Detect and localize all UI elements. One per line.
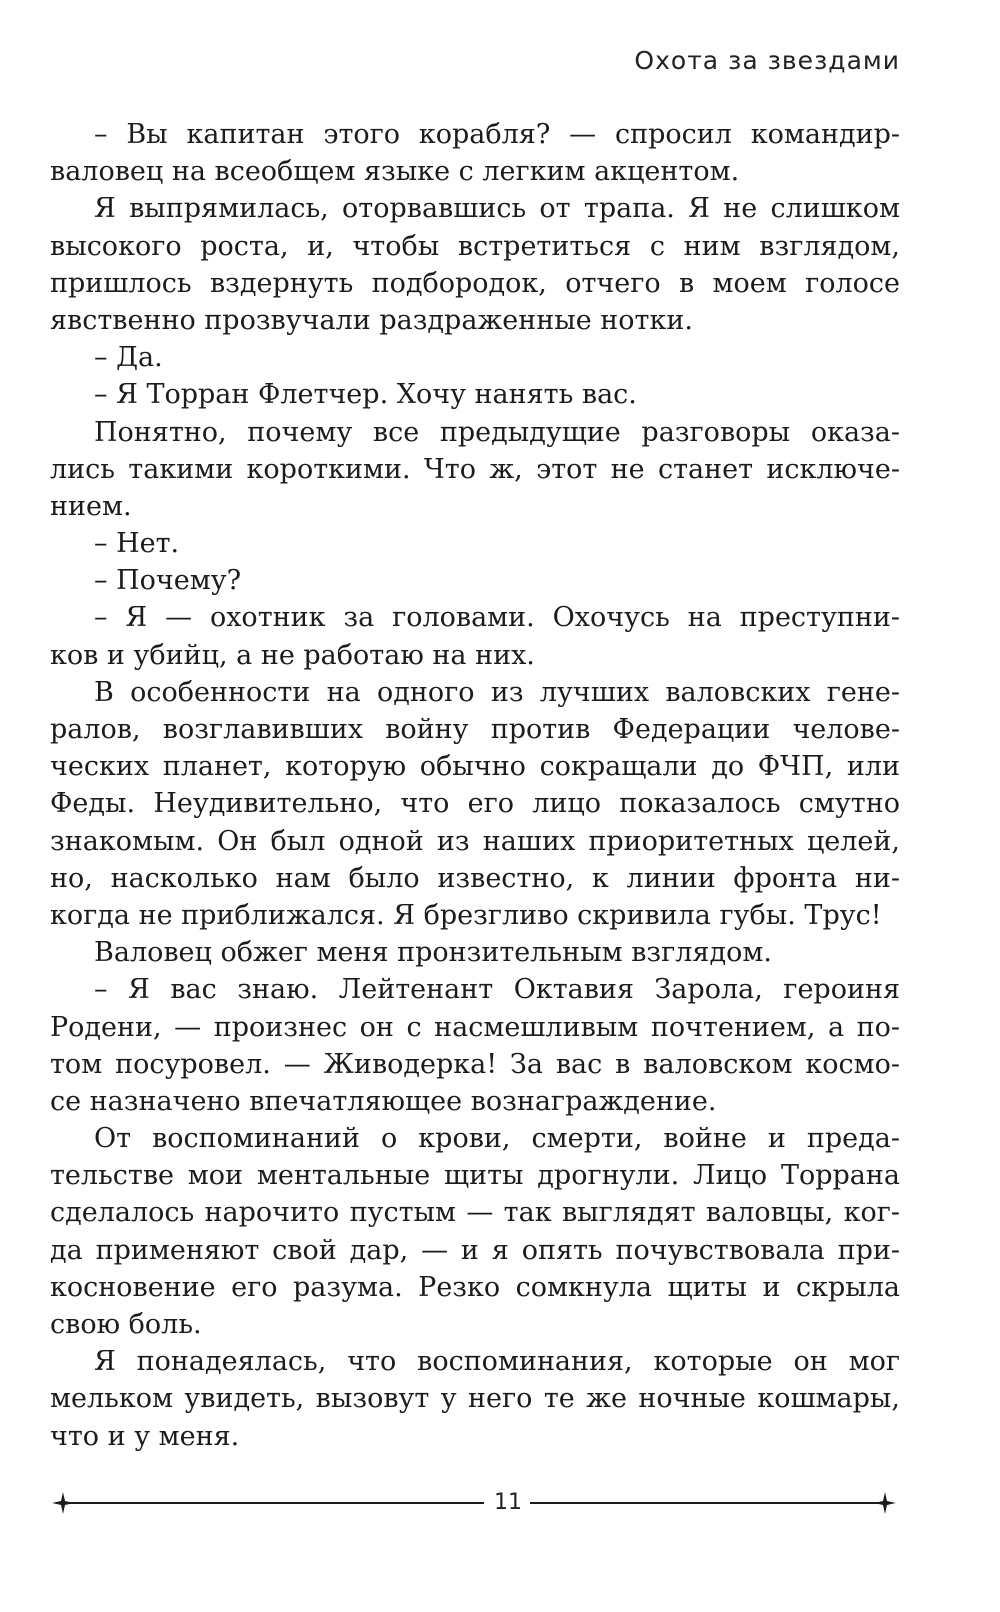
text-line: Феды. Неудивительно, что его лицо показалось смутно <box>50 788 900 820</box>
footer-rule-right <box>530 1502 884 1504</box>
page-footer <box>52 1488 898 1518</box>
text-line: – Я Торран Флетчер. Хочу нанять вас. <box>94 379 637 411</box>
text-line: От воспоминаний о крови, смерти, войне и преда- <box>94 1123 900 1155</box>
text-line: тельстве мои ментальные щиты дрогнули. Лицо Торрана <box>50 1160 900 1192</box>
text-line: что и у меня. <box>50 1420 240 1452</box>
text-line: – Нет. <box>94 528 180 560</box>
text-line: – Вы капитан этого корабля? — спросил командир- <box>94 119 900 150</box>
right-star-ornament-icon <box>874 1492 896 1514</box>
text-line: том посуровел. — Живодерка! За вас в валовском космо- <box>50 1048 900 1080</box>
page-number: 11 <box>494 1490 522 1515</box>
text-line: В особенности на одного из лучших валовских гене- <box>94 676 900 708</box>
running-head: Охота за звездами <box>634 46 900 75</box>
text-line: нием. <box>50 490 132 522</box>
text-line: Валовец обжег меня пронзительным взглядом. <box>94 937 772 969</box>
text-line: Я выпрямилась, оторвавшись от трапа. Я не слишком <box>94 193 900 225</box>
text-line: да применяют свой дар, — и я опять почувствовала при- <box>50 1234 900 1266</box>
text-line: косновение его разума. Резко сомкнула щиты и скрыла <box>50 1271 900 1303</box>
text-line: когда не приближался. Я брезгливо скривила губы. Трус! <box>50 899 882 931</box>
text-line: – Почему? <box>94 565 242 597</box>
text-line: высокого роста, и, чтобы встретиться с ним взглядом, <box>50 230 900 262</box>
text-line: Понятно, почему все предыдущие разговоры оказа- <box>94 416 900 448</box>
text-line: лись такими короткими. Что ж, этот не станет исключе- <box>50 453 900 485</box>
text-line: свою боль. <box>50 1309 202 1340</box>
text-line: ралов, возглавивших войну против Федерации челове- <box>50 714 900 745</box>
text-line: Я понадеялась, что воспоминания, которые он мог <box>94 1346 900 1378</box>
body-text <box>50 116 900 1455</box>
text-line: мельком увидеть, вызовут у него те же ночные кошмары, <box>50 1383 900 1415</box>
text-line: сделалось нарочито пустым — так выглядят валовцы, ког- <box>50 1197 900 1229</box>
text-line: но, насколько нам было известно, к линии фронта ни- <box>50 862 900 894</box>
text-line: валовец на всеобщем языке с легким акцентом. <box>50 156 740 188</box>
text-line: знакомым. Он был одной из наших приоритетных целей, <box>50 825 900 857</box>
text-line: пришлось вздернуть подбородок, отчего в моем голосе <box>50 267 900 299</box>
text-line: – Я вас знаю. Лейтенант Октавия Зарола, героиня <box>94 974 900 1006</box>
text-line: ков и убийц, а не работаю на них. <box>50 639 535 671</box>
footer-rule-left <box>66 1502 484 1504</box>
text-line: се назначено впечатляющее вознаграждение. <box>50 1085 717 1117</box>
text-line: – Я — охотник за головами. Охочусь на преступни- <box>94 602 900 634</box>
text-line: Родени, — произнес он с насмешливым почтением, а по- <box>50 1011 900 1043</box>
text-line: явственно прозвучали раздраженные нотки. <box>50 304 693 336</box>
text-line: – Да. <box>94 342 163 374</box>
text-line: ческих планет, которую обычно сокращали до ФЧП, или <box>50 751 900 783</box>
